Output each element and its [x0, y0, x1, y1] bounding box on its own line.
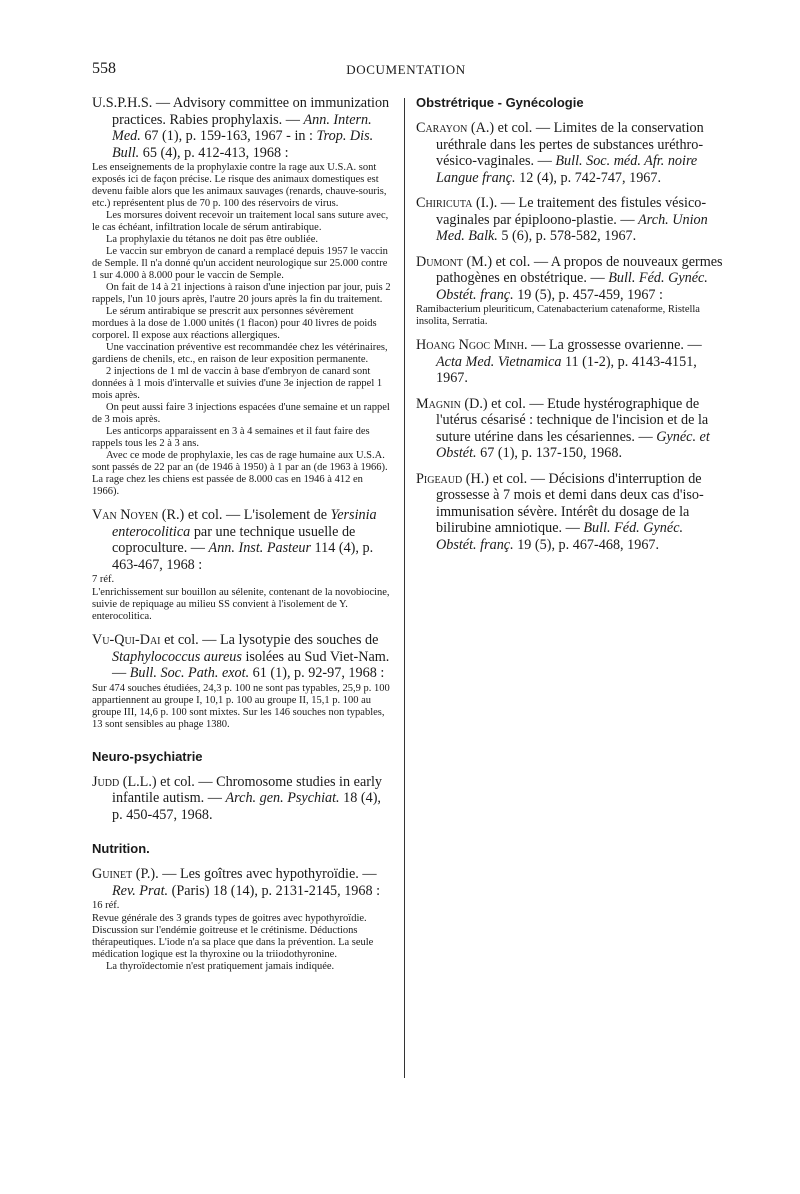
abstract-paragraph: Ramibacterium pleuriticum, Catenabacterium catenaforme, Ristella insolita, Serratia. [416, 304, 700, 327]
entry-title: . — Les goîtres avec hypothyroïdie. — [155, 866, 377, 882]
column-divider [404, 98, 405, 1078]
abstract-paragraph: La thyroïdectomie n'est pratiquement jamais indiquée. [106, 961, 335, 972]
entry-title: . — Le traitement des fistules vésico-vaginales par épiploono-plastie. — [436, 195, 707, 228]
entry-details: 12 (4), p. 742-747, 1967. [515, 169, 662, 186]
bibliography-entry [92, 632, 392, 731]
abstract-paragraph: On peut aussi faire 3 injections espacées d'une semaine et un rappel de 3 mois après. [92, 402, 390, 425]
abstract-paragraph: Les enseignements de la prophylaxie contre la rage aux U.S.A. sont exposés ici de façon précise. Le risque des animaux domestiques est devenu faible alors que les animaux sauvages (renards, chauve-souris, etc.) représentent plus de 70 p. 100 des réservoirs de virus. [92, 162, 387, 209]
entry-title: et col. — A propos de nouveaux germes pathogènes en obstétrique. — [436, 253, 723, 286]
entry-title: et col. — Décisions d'interruption de grossesse à 7 mois et demi dans deux cas d'iso-immunisation sévère. Intérêt du dosage de la bilirubine amniotique. — [436, 470, 704, 536]
page-header [92, 60, 720, 82]
abstract-paragraph: Le sérum antirabique se prescrit aux personnes sévèrement mordues à la dose de 1.000 unités (1 flacon) pour 40 livres de poids corporel. Il expose aux réactions allergiques. [92, 306, 377, 341]
reference-count: 7 réf. [92, 574, 115, 585]
citation [416, 396, 726, 462]
entry-journal-secondary: Ann. Inst. Pasteur [208, 540, 311, 556]
section-heading: Neuro-psychiatrie [92, 748, 203, 764]
entry-journal: Staphylococcus aureus [112, 648, 242, 665]
entry-details: 67 (1), p. 137-150, 1968. [476, 445, 623, 461]
bibliography-entry [416, 254, 726, 329]
entry-author: Chiricuta (I.) [416, 195, 494, 211]
bibliography-entry [92, 507, 392, 623]
entry-author: Guinet (P.) [92, 866, 156, 882]
left-column [92, 95, 392, 1095]
abstract-paragraph: 2 injections de 1 ml de vaccin à base d'embryon de canard sont données à 1 mois d'intervalle et suivies d'une 3e injection de rappel 1 mois après. [92, 366, 383, 401]
entry-title: — Advisory committee on immunization practices. Rabies prophylaxis. — [112, 95, 390, 128]
entry-journal: Yersinia enterocolitica [112, 507, 377, 540]
entry-title: et col. — La lysotypie des souches de [160, 632, 379, 648]
entry-journal: Bull. Soc. méd. Afr. noire Langue franç. [436, 153, 698, 186]
entry-author: Magnin (D.) [416, 395, 488, 412]
entry-author: Carayon (A.) [416, 120, 495, 136]
entry-details-secondary: 114 (4), p. 463-467, 1968 : [112, 540, 374, 573]
citation [416, 120, 726, 186]
abstract-paragraph: Les anticorps apparaissent en 3 à 4 semaines et il faut faire des rappels tous les 2 à 3 ans. [92, 426, 370, 449]
entry-details: 19 (5), p. 457-459, 1967 : [513, 286, 663, 303]
entry-journal: Bull. Féd. Gynéc. Obstét. franç. [436, 270, 708, 303]
entry-author: U.S.P.H.S. [92, 95, 153, 111]
entry-details: 67 (1), p. 159-163, 1967 - in : [140, 128, 317, 144]
entry-abstract [92, 913, 392, 973]
entry-details-secondary: 61 (1), p. 92-97, 1968 : [249, 665, 385, 681]
entry-details-secondary: 65 (4), p. 412-413, 1968 : [139, 144, 289, 161]
running-title: DOCUMENTATION [346, 62, 466, 77]
bibliography-entry [416, 337, 726, 387]
entry-abstract [92, 683, 392, 731]
abstract-paragraph: Les morsures doivent recevoir un traitement local sans suture avec, le cas échéant, infiltration locale de sérum antirabique. [92, 210, 389, 233]
citation [92, 632, 392, 682]
entry-author: Hoang Ngoc Minh [416, 337, 524, 353]
entry-journal: Rev. Prat. [112, 882, 169, 899]
citation [416, 471, 726, 554]
entry-title: . — La grossesse ovarienne. — [523, 337, 702, 353]
entry-title: et col. — Etude hystérographique de l'utérus césarisé : technique de l'incision et de la suture utérine dans les césariennes. — [436, 395, 709, 445]
entry-author: Vu-Qui-Dai [92, 632, 161, 648]
reference-count: 16 réf. [92, 900, 120, 911]
bibliography-entry [92, 95, 392, 498]
entry-details: (Paris) 18 (14), p. 2131-2145, 1968 : [168, 882, 381, 899]
abstract-paragraph: Revue générale des 3 grands types de goitres avec hypothyroïdie. Discussion sur l'endémie goitreuse et le crétinisme. Déductions thérapeutiques. L'iode n'a sa place que dans la prévention. La seule médication logique est la thyroxine ou la triiodothyronine. [92, 913, 374, 960]
entry-title: et col. — L'isolement de [184, 507, 331, 523]
page-number: 558 [92, 60, 116, 77]
entry-journal: Acta Med. Vietnamica [436, 353, 562, 370]
entry-journal: Arch. gen. Psychiat. [225, 790, 340, 806]
entry-author: Dumont (M.) [416, 253, 493, 270]
entry-details: 18 (4), p. 450-457, 1968. [112, 790, 381, 823]
entry-abstract [92, 587, 392, 623]
right-column [416, 95, 726, 1095]
citation [416, 337, 726, 387]
entry-title: et col. — Limites de la conservation uréthrale dans les pertes de substances uréthro-vésico-vaginales. — [436, 120, 704, 169]
abstract-paragraph: On fait de 14 à 21 injections à raison d'une injection par jour, puis 2 rappels, l'un 10 jours après, l'autre 20 jours après la fin du traitement. [92, 282, 391, 305]
entry-journal: Ann. Intern. Med. [112, 111, 372, 144]
entry-author: Van Noyen (R.) [92, 507, 185, 523]
bibliography-entry [416, 195, 726, 245]
entry-title: et col. — Chromosome studies in early infantile autism. — [112, 773, 382, 806]
entry-details: isolées au Sud Viet-Nam. — [112, 648, 390, 681]
bibliography-entry [92, 866, 392, 973]
entry-details: par une technique usuelle de coproculture. — [112, 523, 356, 556]
entry-details: 5 (6), p. 578-582, 1967. [497, 228, 637, 244]
abstract-paragraph: Une vaccination préventive est recommandée chez les vétérinaires, gardiens de chenils, etc., en raison de leur exposition permanente. [92, 342, 388, 365]
entry-details: 11 (1-2), p. 4143-4151, 1967. [436, 353, 697, 386]
bibliography-entry [416, 396, 726, 462]
abstract-paragraph: La prophylaxie du tétanos ne doit pas être oubliée. [106, 234, 318, 245]
abstract-paragraph: Sur 474 souches étudiées, 24,3 p. 100 ne sont pas typables, 25,9 p. 100 appartiennent au groupe I, 10,1 p. 100 au groupe II, 15,1 p. 100 au groupe III, 14,6 p. 100 sont mixtes. Sur les 146 souches non typables, 13 sont sensibles au phage 1380. [92, 682, 390, 730]
entry-author: Judd (L.L.) [92, 773, 157, 790]
citation [416, 254, 726, 304]
entry-abstract [416, 304, 726, 328]
entry-abstract [92, 162, 392, 498]
entry-journal: Arch. Union Med. Balk. [436, 211, 708, 244]
entry-journal-secondary: Trop. Dis. Bull. [112, 128, 374, 161]
bibliography-entry [416, 120, 726, 186]
entry-author: Pigeaud (H.) [416, 470, 490, 487]
entry-journal: Gynéc. et Obstét. [436, 428, 710, 461]
bibliography-entry [92, 774, 392, 824]
abstract-paragraph: Avec ce mode de prophylaxie, les cas de rage humaine aux U.S.A. sont passés de 22 par an (de 1946 à 1950) à 1 par an (de 1963 à 1966). La rage chez les chiens est passée de 8.000 cas en 1946 à 412 en 1966). [92, 450, 388, 497]
bibliography-entry [416, 471, 726, 554]
entry-journal-secondary: Bull. Soc. Path. exot. [129, 665, 250, 681]
section-heading: Obstrétrique - Gynécologie [416, 95, 584, 110]
citation [92, 95, 392, 161]
abstract-paragraph: L'enrichissement sur bouillon au sélenite, contenant de la novobiocine, suivie de repiquage au milieu SS convient à l'isolement de Y. enterocolitica. [92, 587, 390, 622]
citation [92, 774, 392, 824]
section-heading: Nutrition. [92, 841, 150, 856]
citation [92, 866, 392, 899]
citation [416, 195, 726, 245]
abstract-paragraph: Le vaccin sur embryon de canard a remplacé depuis 1957 le vaccin de Semple. Il n'a donné qu'un accident neurologique sur 25.000 contre 1 sur 4.000 à 8.000 pour le vaccin de Semple. [92, 246, 388, 281]
citation [92, 507, 392, 573]
entry-journal: Bull. Féd. Gynéc. Obstét. franç. [436, 520, 684, 553]
entry-details: 19 (5), p. 467-468, 1967. [513, 536, 660, 553]
